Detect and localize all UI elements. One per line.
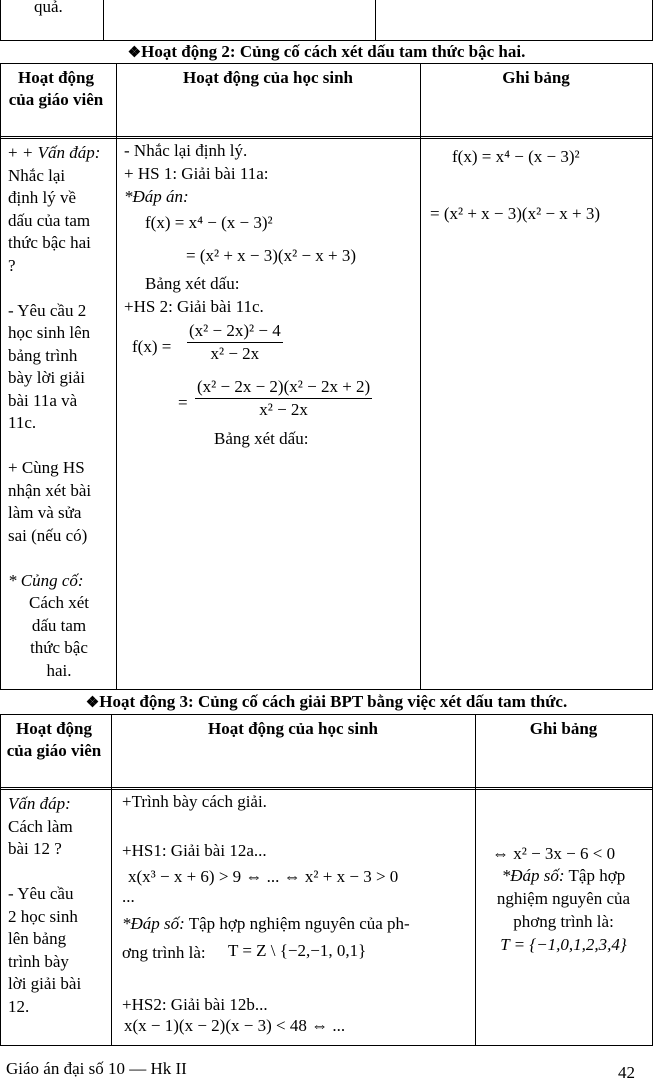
student-line: ơng trình là: [122,943,206,962]
teacher-line: lên bảng [8,929,67,948]
teacher-line: sai (nếu có) [8,525,88,545]
student-line: +HS1: Giải bài 12a... [122,841,267,860]
teacher-line: làm và sửa [8,503,82,522]
table3-top-border [0,714,653,715]
table3-bottom-border [0,1045,653,1046]
fraction-numerator: (x² − 2x − 2)(x² − 2x + 2) [195,376,372,399]
teacher-line: lời giải bài [8,974,82,993]
student-line: +Trình bày cách giải. [122,792,267,811]
table2-divider-1 [116,63,117,690]
page-number: 42 [618,1063,635,1082]
teacher-line: - Yêu cầu [8,884,74,903]
student-line: Bảng xét dấu: [145,274,240,293]
top-table-bottom-border [0,40,653,41]
table3-left-border [0,714,1,1046]
fraction-denominator: x² − 2x [210,344,260,363]
teacher-line: thức bậc [30,638,88,657]
student-line: + HS 1: Giải bài 11a: [124,164,269,183]
top-table-cell-text: quả. [34,0,63,16]
answer-label: *Đáp số: [501,866,565,885]
diamond-bullet-icon: ❖ [127,45,142,61]
student-equation-lhs: f(x) = [132,337,172,356]
teacher-line: * Củng cố: [8,570,84,590]
section3-title-text: Hoạt động 3: Củng cố cách giải BPT bằng việc xét dấu tam thức. [99,692,568,711]
section2-title [0,42,653,62]
teacher-line: bài 11a và [8,390,78,410]
teacher-blank [8,435,110,458]
board-equation: ⇔ x² − 3x − 6 < 0 [492,844,616,863]
teacher-line: dấu tam [31,615,87,635]
teacher-line: thức bậc hai [8,233,91,252]
teacher-line: học sinh lên [8,323,91,342]
teacher-line: Nhắc lại [8,165,66,185]
teacher-line: + Cùng HS [8,458,85,477]
teacher-blank [8,861,104,884]
teacher-blank [8,547,110,570]
student-line [122,913,410,935]
table3-header-board: Ghi bảng [529,719,598,738]
teacher-line: ? [8,255,16,275]
board-line [475,865,652,887]
teacher-line: 2 học sinh [8,906,78,926]
teacher-line: - Yêu cầu 2 [8,300,87,320]
student-equation: x(x − 1)(x − 2)(x − 3) < 48 ⇔ ... [124,1016,346,1035]
answer-label: *Đáp số: [122,914,185,933]
table3-teacher-cell [8,793,104,1018]
board-line: nghiệm nguyên của [496,889,631,908]
teacher-line: bài 12 ? [8,839,62,858]
table2-header-separator [0,136,653,139]
table3-header-student: Hoạt động của học sinh [207,719,379,738]
table3-divider-1 [111,714,112,1046]
footer-title: Giáo án đại số 10 — Hk II [6,1059,187,1078]
table2-bottom-border [0,689,653,690]
table2-left-border [0,63,1,690]
teacher-line: nhận xét bài [8,480,92,500]
answer-text: Tập hợp nghiệm nguyên của ph- [184,914,410,933]
board-line: phơng trình là: [513,912,614,931]
teacher-line: hai. [46,660,72,680]
teacher-line: + + Vấn đáp: [8,143,101,162]
teacher-line: Vấn đáp: [8,794,71,813]
top-table-divider-2 [375,0,376,41]
table3-header-teacher: Hoạt động của giáo viên [6,719,102,760]
table2-header-student: Hoạt động của học sinh [182,68,354,87]
fraction-denominator: x² − 2x [259,400,308,419]
section3-title [0,692,653,712]
board-equation: = (x² + x − 3)(x² − x + 3) [430,204,601,223]
student-equation: = (x² + x − 3)(x² − x + 3) [186,246,357,265]
table2-top-border [0,63,653,64]
teacher-line: dấu của tam [8,210,91,230]
teacher-line: bảng trình [8,345,78,365]
fraction-numerator: (x² − 2x)² − 4 [187,320,283,343]
top-table-left-border [0,0,1,41]
teacher-line: bày lời giải [8,368,85,387]
teacher-line: trình bày [8,951,69,971]
table2-header-board: Ghi bảng [502,68,570,87]
student-line: +HS2: Giải bài 12b... [122,995,268,1014]
student-line: ... [122,887,135,906]
table2-teacher-cell [8,142,110,682]
teacher-blank [8,277,110,300]
student-fraction [195,376,372,421]
student-equation: T = Z \ {−2,−1, 0,1} [228,941,367,960]
student-equation: x(x³ − x + 6) > 9 ⇔ ... ⇔ x² + x − 3 > 0 [128,867,399,886]
table2-header-teacher: Hoạt động của giáo viên [8,68,104,109]
board-equation: T = {−1,0,1,2,3,4} [500,935,627,954]
student-line: +HS 2: Giải bài 11c. [124,297,264,316]
section2-title-text: Hoạt động 2: Củng cố cách xét dấu tam thức bậc hai. [141,42,526,61]
teacher-line: định lý về [8,188,76,207]
table2-divider-2 [420,63,421,690]
board-equation: f(x) = x⁴ − (x − 3)² [452,147,580,166]
answer-text: Tập hợp [564,866,626,885]
diamond-bullet-icon: ❖ [85,695,100,711]
student-line: - Nhắc lại định lý. [124,141,248,160]
teacher-line: Cách làm [8,816,73,836]
student-equation: f(x) = x⁴ − (x − 3)² [145,213,273,232]
student-line: *Đáp án: [124,187,189,206]
student-line: Bảng xét dấu: [214,429,309,448]
student-fraction [187,320,283,365]
table3-header-separator [0,787,653,790]
student-equation-lhs: = [178,393,188,412]
top-table-divider-1 [103,0,104,41]
teacher-line: Cách xét [29,593,89,612]
teacher-line: 12. [8,996,30,1016]
teacher-line: 11c. [8,413,37,432]
